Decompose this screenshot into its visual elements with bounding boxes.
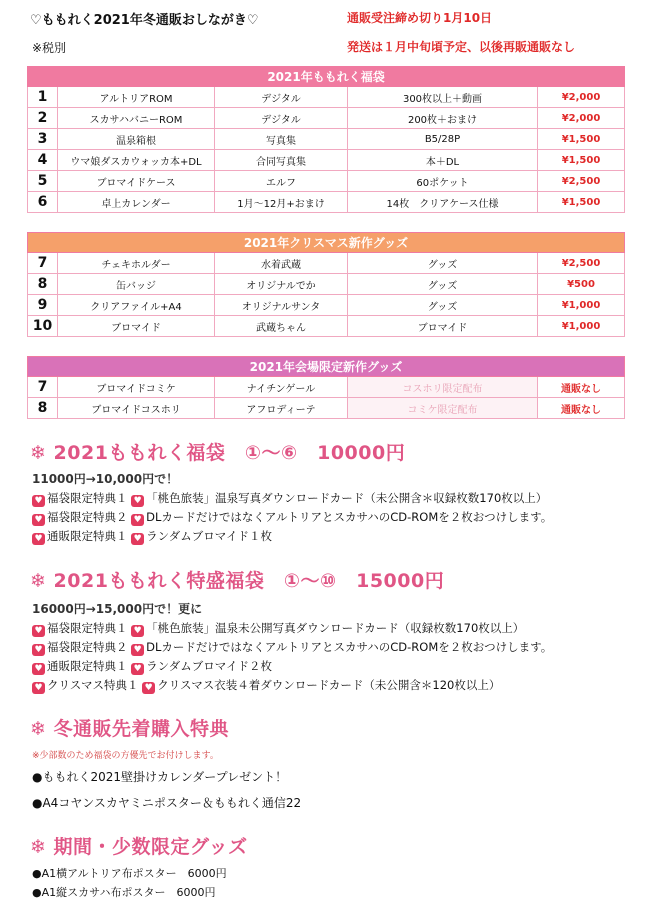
- christmas-goods-table: [27, 232, 625, 337]
- item-type: ナイチンゲール: [215, 377, 348, 398]
- gift-icon: ♥: [32, 663, 45, 675]
- title-text: ♡ももれく2021年冬通販おしながき♡: [30, 13, 259, 28]
- item-type: オリジナルサンタ: [215, 295, 348, 316]
- early-bonus-item: ●A4コヤンスカヤミニポスター＆ももれく通信22: [32, 796, 302, 810]
- row-number: 8: [28, 274, 58, 295]
- benefit-line: [32, 528, 552, 547]
- gift-icon: ♥: [32, 533, 45, 545]
- item-price: ¥1,500: [538, 129, 625, 150]
- item-price: ¥2,500: [538, 171, 625, 192]
- item-detail: コスホリ限定配布: [348, 377, 538, 398]
- item-detail: グッズ: [348, 253, 538, 274]
- gift-icon: ♥: [131, 495, 144, 507]
- benefit-text: 「桃色旅装」温泉写真ダウンロードカード（未公開含＊収録枚数170枚以上）: [146, 491, 548, 505]
- row-number: 3: [28, 129, 58, 150]
- table-header: 2021年クリスマス新作グッズ: [28, 233, 625, 253]
- benefit-text: ランダムブロマイド１枚: [146, 529, 272, 543]
- row-number: 7: [28, 377, 58, 398]
- venue-goods-table: [27, 356, 625, 419]
- item-detail: 本＋DL: [348, 150, 538, 171]
- gift-icon: ♥: [32, 514, 45, 526]
- row-number: 8: [28, 398, 58, 419]
- benefit-line: [32, 620, 552, 639]
- tokumori-heading: [30, 566, 444, 593]
- early-bonus-heading: [30, 714, 229, 741]
- item-name: チェキホルダー: [58, 253, 215, 274]
- row-number: 4: [28, 150, 58, 171]
- item-type: エルフ: [215, 171, 348, 192]
- benefit-line: [32, 677, 552, 696]
- row-number: 7: [28, 253, 58, 274]
- item-type: 水着武蔵: [215, 253, 348, 274]
- item-price: ¥1,000: [538, 295, 625, 316]
- mail-order-status: 通販なし: [538, 377, 625, 398]
- snowflake-icon: ❄: [30, 570, 47, 592]
- shipping-note: 発送は１月中旬頃予定、以後再販通販なし: [347, 40, 576, 54]
- item-type: 武蔵ちゃん: [215, 316, 348, 337]
- item-name: 缶バッジ: [58, 274, 215, 295]
- tax-note: ※税別: [32, 41, 67, 55]
- table-row: [28, 253, 625, 274]
- benefit-label: 福袋限定特典１: [47, 621, 128, 635]
- fukubukuro-table: [27, 66, 625, 213]
- benefit-label: 福袋限定特典２: [47, 510, 128, 524]
- benefit-text: 「桃色旅装」温泉未公開写真ダウンロードカード（収録枚数170枚以上）: [146, 621, 525, 635]
- tokumori-heading-text: 2021ももれく特盛福袋 ①〜⑩ 15000円: [53, 570, 445, 592]
- table-row: [28, 171, 625, 192]
- benefit-line: [32, 658, 552, 677]
- benefit-label: 通販限定特典１: [47, 659, 128, 673]
- benefit-text: クリスマス衣装４着ダウンロードカード（未公開含＊120枚以上）: [157, 678, 501, 692]
- table-row: [28, 377, 625, 398]
- item-price: ¥1,000: [538, 316, 625, 337]
- item-type: オリジナルでか: [215, 274, 348, 295]
- mail-order-status: 通販なし: [538, 398, 625, 419]
- item-price: ¥2,000: [538, 87, 625, 108]
- item-name: ブロマイド: [58, 316, 215, 337]
- gift-icon: ♥: [142, 682, 155, 694]
- item-name: ブロマイドコスホリ: [58, 398, 215, 419]
- gift-icon: ♥: [131, 625, 144, 637]
- item-type: 写真集: [215, 129, 348, 150]
- benefit-text: DLカードだけではなくアルトリアとスカサハのCD-ROMを２枚おつけします。: [146, 640, 553, 654]
- row-number: 10: [28, 316, 58, 337]
- item-type: デジタル: [215, 87, 348, 108]
- early-bonus-heading-text: 冬通販先着購入特典: [53, 718, 230, 740]
- fukubukuro-benefits: [32, 490, 552, 547]
- table-row: [28, 295, 625, 316]
- item-detail: 60ポケット: [348, 171, 538, 192]
- fukubukuro-heading-text: 2021ももれく福袋 ①〜⑥ 10000円: [53, 442, 406, 464]
- item-detail: 300枚以上＋動画: [348, 87, 538, 108]
- table-row: [28, 129, 625, 150]
- row-number: 9: [28, 295, 58, 316]
- item-price: ¥1,500: [538, 150, 625, 171]
- benefit-line: [32, 490, 552, 509]
- item-detail: コミケ限定配布: [348, 398, 538, 419]
- page-title: [30, 9, 259, 28]
- item-price: ¥2,000: [538, 108, 625, 129]
- snowflake-icon: ❄: [30, 442, 47, 464]
- limited-goods-heading-text: 期間・少数限定グッズ: [53, 836, 248, 858]
- item-price: ¥500: [538, 274, 625, 295]
- item-detail: ブロマイド: [348, 316, 538, 337]
- item-name: ウマ娘ダスカウォッカ本+DL: [58, 150, 215, 171]
- item-detail: 14枚 クリアケース仕様: [348, 192, 538, 213]
- row-number: 1: [28, 87, 58, 108]
- row-number: 5: [28, 171, 58, 192]
- item-type: アフロディーテ: [215, 398, 348, 419]
- item-type: デジタル: [215, 108, 348, 129]
- limited-goods-item: ●A1横アルトリア布ポスター 6000円: [32, 867, 227, 880]
- item-price: ¥1,500: [538, 192, 625, 213]
- item-detail: グッズ: [348, 295, 538, 316]
- benefit-line: [32, 639, 552, 658]
- gift-icon: ♥: [32, 682, 45, 694]
- table-row: [28, 398, 625, 419]
- item-detail: 200枚＋おまけ: [348, 108, 538, 129]
- item-name: スカサハバニーROM: [58, 108, 215, 129]
- tokumori-price-note: 16000円→15,000円で！更に: [32, 602, 203, 616]
- item-name: クリアファイル+A4: [58, 295, 215, 316]
- item-name: ブロマイドコミケ: [58, 377, 215, 398]
- item-name: アルトリアROM: [58, 87, 215, 108]
- benefit-line: [32, 509, 552, 528]
- table-header: 2021年ももれく福袋: [28, 67, 625, 87]
- table-row: [28, 108, 625, 129]
- benefit-label: 福袋限定特典２: [47, 640, 128, 654]
- item-price: ¥2,500: [538, 253, 625, 274]
- gift-icon: ♥: [32, 495, 45, 507]
- table-row: [28, 192, 625, 213]
- item-detail: B5/28P: [348, 129, 538, 150]
- snowflake-icon: ❄: [30, 718, 47, 740]
- limited-goods-item: ●A1縦スカサハ布ポスター 6000円: [32, 886, 216, 899]
- table-row: [28, 87, 625, 108]
- item-name: ブロマイドケース: [58, 171, 215, 192]
- row-number: 6: [28, 192, 58, 213]
- gift-icon: ♥: [131, 533, 144, 545]
- table-row: [28, 274, 625, 295]
- item-name: 温泉箱根: [58, 129, 215, 150]
- benefit-label: 通販限定特典１: [47, 529, 128, 543]
- item-type: 合同写真集: [215, 150, 348, 171]
- item-name: 卓上カレンダー: [58, 192, 215, 213]
- gift-icon: ♥: [32, 644, 45, 656]
- gift-icon: ♥: [32, 625, 45, 637]
- row-number: 2: [28, 108, 58, 129]
- benefit-label: 福袋限定特典１: [47, 491, 128, 505]
- deadline-note: 通販受注締め切り1月10日: [347, 11, 493, 25]
- benefit-text: ランダムブロマイド２枚: [146, 659, 272, 673]
- benefit-label: クリスマス特典１: [47, 678, 139, 692]
- gift-icon: ♥: [131, 663, 144, 675]
- table-header: 2021年会場限定新作グッズ: [28, 357, 625, 377]
- early-bonus-note: ※少部数のため福袋の方優先でお付けします。: [32, 751, 219, 761]
- snowflake-icon: ❄: [30, 836, 47, 858]
- gift-icon: ♥: [131, 644, 144, 656]
- tokumori-benefits: [32, 620, 552, 696]
- fukubukuro-price-note: 11000円→10,000円で！: [32, 472, 179, 486]
- benefit-text: DLカードだけではなくアルトリアとスカサハのCD-ROMを２枚おつけします。: [146, 510, 553, 524]
- item-type: 1月〜12月+おまけ: [215, 192, 348, 213]
- fukubukuro-heading: [30, 438, 405, 465]
- limited-goods-heading: [30, 832, 248, 859]
- gift-icon: ♥: [131, 514, 144, 526]
- item-detail: グッズ: [348, 274, 538, 295]
- table-row: [28, 316, 625, 337]
- early-bonus-item: ●ももれく2021壁掛けカレンダープレゼント！: [32, 770, 288, 784]
- table-row: [28, 150, 625, 171]
